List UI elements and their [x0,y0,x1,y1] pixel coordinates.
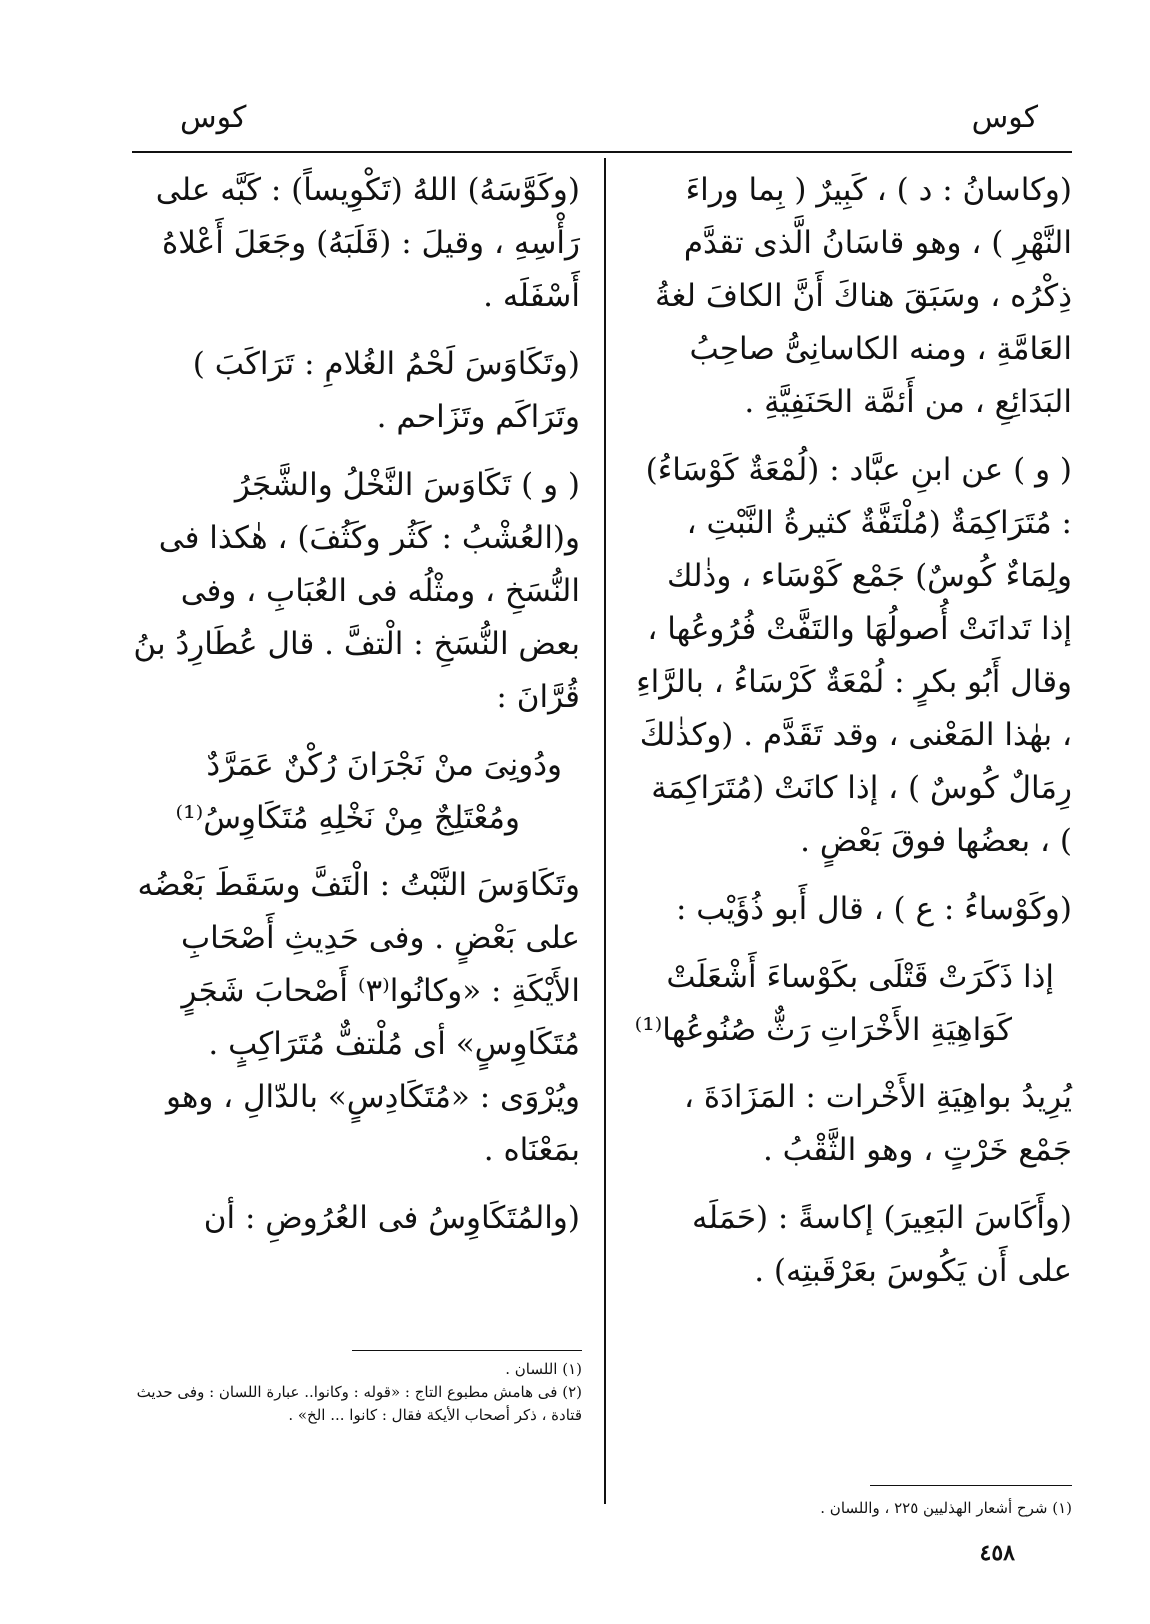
header-rule [132,151,1072,153]
entry-paragraph: وتَكَاوَسَ النَّبْتُ : الْتَفَّ وسَقَطَ بَعْضُه على بَعْضٍ . وفى حَدِيثِ أَصْحَابِ الأَيْكَةِ : «وكانُوا⁽٣⁾ أَصْحابَ شَجَرٍ مُتَكَاوِسٍ» أى مُلْتفٌّ مُتَرَاكِبٍ . ويُرْوَى : «مُتَكَادِسٍ» بالدّالِ ، وهو بمَعْنَاه . [137,867,580,1168]
page-number: ٤٥٨ [979,1540,1015,1566]
poetry-verse [632,951,1072,1057]
entry-paragraph: ( و ) تَكَاوَسَ النَّخْلُ والشَّجَرُ و(العُشْبُ : كَثُر وكَثُفَ) ، هٰكذا فى النُّسَخِ ، ومثْلُه فى العُبَابِ ، وفى بعض النُّسَخِ : الْتفَّ . قال عُطَارِدُ بنُ قُرَّانَ : [133,467,580,715]
entry-paragraph: ( و ) عن ابنِ عبَّاد : (لُمْعَةٌ كَوْسَاءُ) : مُتَرَاكِمَةٌ (مُلْتَفَّةٌ كثيرةُ النَّبْتِ ، ولِمَاءٌ كُوسٌ) جَمْع كَوْسَاء ، وذٰلك إذا تَدانَتْ أُصولُهَا والتَفَّتْ فُرُوعُها ، وقال أَبُو بكرٍ : لُمْعَةٌ كَرْسَاءُ ، بالرَّاءِ ، بهٰذا المَعْنى ، وقد تَقَدَّم . (وكذٰلكَ رِمَالٌ كُوسٌ ) ، إذا كانَتْ (مُتَرَاكِمَة ) ، بعضُها فوقَ بَعْضٍ . [636,452,1072,859]
verse-hemistich: ودُونِىَ منْ نَجْرَانَ رُكْنٌ عَمَرَّدٌ [206,747,562,783]
entry-paragraph: (وكاسانُ : د ) ، كَبِيرٌ ( بِما وراءَ النَّهْرِ ) ، وهو قاسَانُ الَّذى تقدَّم ذِكْرُه ، وسَبَقَ هناكَ أَنَّ الكافَ لغةُ العَامَّةِ ، ومنه الكاسانِىُّ صاحِبُ البَدَائِعِ ، من أَئمَّة الحَنَفِيَّةِ . [654,172,1072,420]
right-column [632,164,1072,1313]
entry-paragraph: (وكَوَّسَهُ) اللهُ (تَكْوِيساً) : كَبَّه على رَأْسِهِ ، وقيلَ : (قَلَبَهُ) وجَعَلَ أَعْلاهُ أَسْفَلَه . [155,172,580,314]
verse-hemistich: ومُعْتَلِجٌ مِنْ نَخْلِهِ مُتَكَاوِسُ⁽¹⁾ [175,800,520,836]
footnotes-left [132,1358,582,1427]
poetry-verse [132,739,580,845]
footnotes-right [632,1497,1072,1520]
left-column [132,164,580,1260]
verse-hemistich: كَوَاهِيَةِ الأَخْرَاتِ رَثٌّ صُنُوعُها⁽¹⁾ [634,1012,1012,1048]
footnote: (١) شرح أشعار الهذليين ٢٢٥ ، واللسان . [820,1499,1072,1517]
footnote: (٢) فى هامش مطبوع التاج : «قوله : وكانوا.. عبارة اللسان : وفى حديث قتادة ، ذكر أصحاب الأيكة فقال : كانوا ... الخ» . [136,1383,582,1424]
running-head-left: كوس [180,100,247,135]
footnote-rule-right [870,1485,1072,1486]
footnote: (١) اللسان . [505,1360,582,1378]
verse-hemistich: إذا ذَكَرَتْ قَتْلَى بكَوْساءَ أَشْعَلَتْ [666,959,1054,995]
entry-paragraph: يُرِيدُ بواهِيَةِ الأَخْرات : المَزَادَةَ ، جَمْع خَرْتٍ ، وهو الثَّقْبُ . [683,1079,1072,1168]
entry-paragraph: (وكَوْساءُ : ع ) ، قال أَبو ذُؤَيْب : [675,891,1072,927]
column-divider [604,158,606,1504]
entry-paragraph: (والمُتَكَاوِسُ فى العُرُوضِ : أن [203,1200,580,1236]
entry-paragraph: (وأَكَاسَ البَعِيرَ) إكاسةً : (حَمَلَه على أَن يَكُوسَ بعَرْقَبتِه) . [692,1200,1072,1289]
footnote-rule-left [352,1350,582,1351]
running-head-right: كوس [971,100,1038,135]
entry-paragraph: (وتَكَاوَسَ لَحْمُ الغُلامِ : تَرَاكَبَ ) وتَرَاكَم وتَزَاحم . [192,346,580,435]
